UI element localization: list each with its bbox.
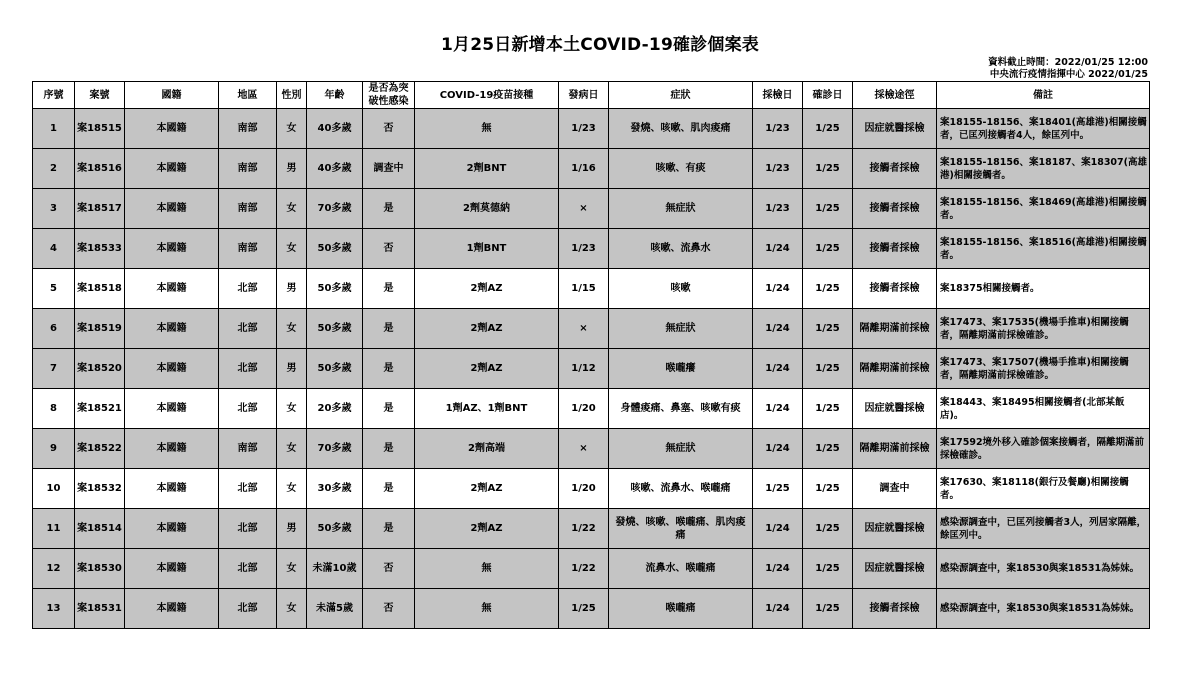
cell-case: 案18532 <box>75 469 125 509</box>
cell-symptoms: 發燒、咳嗽、喉嚨痛、肌肉痠痛 <box>609 509 753 549</box>
table-row <box>33 309 1150 349</box>
cell-nationality: 本國籍 <box>125 429 219 469</box>
cell-test-date: 1/24 <box>753 349 803 389</box>
cell-breakthrough: 是 <box>363 189 415 229</box>
cell-no: 4 <box>33 229 75 269</box>
cell-vaccine: 2劑BNT <box>415 149 559 189</box>
cell-symptoms: 咳嗽、流鼻水 <box>609 229 753 269</box>
cell-region: 北部 <box>219 349 277 389</box>
cases-body <box>33 109 1150 629</box>
cell-no: 5 <box>33 269 75 309</box>
cell-note: 感染源調查中，已匡列接觸者3人，列居家隔離，餘匡列中。 <box>937 509 1150 549</box>
col-header-confirm-date: 確診日 <box>803 82 853 109</box>
table-row <box>33 429 1150 469</box>
cell-confirm-date: 1/25 <box>803 549 853 589</box>
cell-vaccine: 無 <box>415 109 559 149</box>
cell-case: 案18514 <box>75 509 125 549</box>
cell-no: 12 <box>33 549 75 589</box>
cell-route: 因症就醫採檢 <box>853 549 937 589</box>
cell-region: 北部 <box>219 389 277 429</box>
cell-region: 南部 <box>219 229 277 269</box>
page-title: 1月25日新增本土COVID-19確診個案表 <box>441 35 759 55</box>
col-header-note: 備註 <box>937 82 1150 109</box>
cell-case: 案18517 <box>75 189 125 229</box>
cutoff-time: 資料截止時間：2022/01/25 12:00 <box>988 57 1148 68</box>
cell-age: 50多歲 <box>307 509 363 549</box>
cell-vaccine: 2劑高端 <box>415 429 559 469</box>
cell-sex: 女 <box>277 229 307 269</box>
cell-region: 北部 <box>219 589 277 629</box>
cell-note: 案17473、案17507(機場手推車)相關接觸者，隔離期滿前採檢確診。 <box>937 349 1150 389</box>
cell-nationality: 本國籍 <box>125 269 219 309</box>
cell-route: 因症就醫採檢 <box>853 509 937 549</box>
cell-confirm-date: 1/25 <box>803 469 853 509</box>
cell-test-date: 1/23 <box>753 109 803 149</box>
cell-breakthrough: 是 <box>363 509 415 549</box>
table-row <box>33 149 1150 189</box>
cell-test-date: 1/24 <box>753 429 803 469</box>
cell-symptoms: 喉嚨癢 <box>609 349 753 389</box>
cell-region: 南部 <box>219 109 277 149</box>
cell-nationality: 本國籍 <box>125 509 219 549</box>
cell-region: 北部 <box>219 509 277 549</box>
cell-breakthrough: 否 <box>363 549 415 589</box>
cell-nationality: 本國籍 <box>125 349 219 389</box>
cell-note: 感染源調查中，案18530與案18531為姊妹。 <box>937 589 1150 629</box>
cell-symptoms: 無症狀 <box>609 189 753 229</box>
cell-route: 接觸者採檢 <box>853 269 937 309</box>
col-header-onset: 發病日 <box>559 82 609 109</box>
cell-no: 3 <box>33 189 75 229</box>
cell-region: 北部 <box>219 269 277 309</box>
col-header-no: 序號 <box>33 82 75 109</box>
cell-test-date: 1/24 <box>753 589 803 629</box>
cell-no: 9 <box>33 429 75 469</box>
cell-nationality: 本國籍 <box>125 309 219 349</box>
cell-test-date: 1/23 <box>753 189 803 229</box>
cell-age: 50多歲 <box>307 309 363 349</box>
cell-case: 案18531 <box>75 589 125 629</box>
cell-no: 7 <box>33 349 75 389</box>
cell-note: 案18155-18156、案18401(高雄港)相關接觸者，已匡列接觸者4人，餘匡列中。 <box>937 109 1150 149</box>
cell-case: 案18516 <box>75 149 125 189</box>
cell-confirm-date: 1/25 <box>803 309 853 349</box>
cell-age: 30多歲 <box>307 469 363 509</box>
cell-nationality: 本國籍 <box>125 469 219 509</box>
cell-symptoms: 咳嗽、流鼻水、喉嚨痛 <box>609 469 753 509</box>
cell-confirm-date: 1/25 <box>803 269 853 309</box>
cell-age: 20多歲 <box>307 389 363 429</box>
cell-vaccine: 2劑AZ <box>415 509 559 549</box>
cell-breakthrough: 是 <box>363 469 415 509</box>
cell-route: 隔離期滿前採檢 <box>853 309 937 349</box>
cell-vaccine: 2劑AZ <box>415 269 559 309</box>
cell-note: 案18375相關接觸者。 <box>937 269 1150 309</box>
cell-symptoms: 咳嗽、有痰 <box>609 149 753 189</box>
cell-note: 案17473、案17535(機場手推車)相關接觸者，隔離期滿前採檢確診。 <box>937 309 1150 349</box>
cell-test-date: 1/24 <box>753 269 803 309</box>
cell-vaccine: 無 <box>415 589 559 629</box>
col-header-breakthrough: 是否為突破性感染 <box>363 82 415 109</box>
cell-confirm-date: 1/25 <box>803 189 853 229</box>
cell-onset: 1/20 <box>559 389 609 429</box>
cell-case: 案18522 <box>75 429 125 469</box>
table-row <box>33 269 1150 309</box>
cell-vaccine: 1劑AZ、1劑BNT <box>415 389 559 429</box>
cell-route: 因症就醫採檢 <box>853 389 937 429</box>
cell-route: 隔離期滿前採檢 <box>853 349 937 389</box>
cell-no: 11 <box>33 509 75 549</box>
cell-vaccine: 2劑莫德納 <box>415 189 559 229</box>
cell-breakthrough: 是 <box>363 269 415 309</box>
report-meta <box>988 57 1148 81</box>
cell-sex: 女 <box>277 589 307 629</box>
cell-onset: 1/15 <box>559 269 609 309</box>
cell-confirm-date: 1/25 <box>803 149 853 189</box>
cell-route: 調查中 <box>853 469 937 509</box>
col-header-age: 年齡 <box>307 82 363 109</box>
cell-onset: 1/23 <box>559 109 609 149</box>
table-row <box>33 349 1150 389</box>
cell-test-date: 1/24 <box>753 309 803 349</box>
cell-region: 北部 <box>219 309 277 349</box>
cell-sex: 女 <box>277 469 307 509</box>
cell-route: 接觸者採檢 <box>853 149 937 189</box>
cell-onset: 1/16 <box>559 149 609 189</box>
cell-note: 案18155-18156、案18187、案18307(高雄港)相關接觸者。 <box>937 149 1150 189</box>
cell-confirm-date: 1/25 <box>803 509 853 549</box>
cell-case: 案18530 <box>75 549 125 589</box>
cell-sex: 男 <box>277 269 307 309</box>
cell-symptoms: 喉嚨痛 <box>609 589 753 629</box>
cell-test-date: 1/25 <box>753 469 803 509</box>
cell-sex: 女 <box>277 109 307 149</box>
report-source: 中央流行疫情指揮中心 2022/01/25 <box>989 69 1148 80</box>
col-header-route: 採檢途徑 <box>853 82 937 109</box>
cell-sex: 男 <box>277 349 307 389</box>
cell-vaccine: 1劑BNT <box>415 229 559 269</box>
cell-route: 因症就醫採檢 <box>853 109 937 149</box>
cell-sex: 女 <box>277 429 307 469</box>
cell-nationality: 本國籍 <box>125 589 219 629</box>
table-row <box>33 389 1150 429</box>
cell-note: 案18443、案18495相關接觸者(北部某飯店)。 <box>937 389 1150 429</box>
cell-confirm-date: 1/25 <box>803 429 853 469</box>
cell-route: 接觸者採檢 <box>853 229 937 269</box>
table-row <box>33 589 1150 629</box>
cell-note: 案17592境外移入確診個案接觸者，隔離期滿前採檢確診。 <box>937 429 1150 469</box>
cell-region: 南部 <box>219 189 277 229</box>
cell-vaccine: 2劑AZ <box>415 309 559 349</box>
cell-nationality: 本國籍 <box>125 109 219 149</box>
cell-no: 1 <box>33 109 75 149</box>
cell-no: 8 <box>33 389 75 429</box>
cell-symptoms: 無症狀 <box>609 309 753 349</box>
cell-sex: 男 <box>277 149 307 189</box>
cell-age: 50多歲 <box>307 229 363 269</box>
table-row <box>33 109 1150 149</box>
cell-no: 2 <box>33 149 75 189</box>
cell-region: 北部 <box>219 549 277 589</box>
cell-no: 10 <box>33 469 75 509</box>
cell-onset: 1/22 <box>559 509 609 549</box>
cell-confirm-date: 1/25 <box>803 229 853 269</box>
cell-nationality: 本國籍 <box>125 389 219 429</box>
cell-age: 未滿10歲 <box>307 549 363 589</box>
cell-vaccine: 2劑AZ <box>415 349 559 389</box>
cell-breakthrough: 否 <box>363 109 415 149</box>
header-row <box>33 82 1150 109</box>
cell-case: 案18521 <box>75 389 125 429</box>
cell-breakthrough: 是 <box>363 429 415 469</box>
cell-breakthrough: 是 <box>363 349 415 389</box>
cell-age: 70多歲 <box>307 189 363 229</box>
cell-note: 案18155-18156、案18469(高雄港)相關接觸者。 <box>937 189 1150 229</box>
cell-case: 案18533 <box>75 229 125 269</box>
cell-note: 案18155-18156、案18516(高雄港)相關接觸者。 <box>937 229 1150 269</box>
cell-case: 案18518 <box>75 269 125 309</box>
cell-route: 接觸者採檢 <box>853 189 937 229</box>
table-row <box>33 189 1150 229</box>
cell-symptoms: 咳嗽 <box>609 269 753 309</box>
cell-nationality: 本國籍 <box>125 189 219 229</box>
cell-onset: 1/25 <box>559 589 609 629</box>
cell-breakthrough: 是 <box>363 389 415 429</box>
cell-note: 感染源調查中，案18530與案18531為姊妹。 <box>937 549 1150 589</box>
cell-onset: 1/23 <box>559 229 609 269</box>
cell-onset: × <box>559 189 609 229</box>
cell-age: 50多歲 <box>307 349 363 389</box>
cell-confirm-date: 1/25 <box>803 349 853 389</box>
cell-confirm-date: 1/25 <box>803 589 853 629</box>
cell-age: 40多歲 <box>307 149 363 189</box>
cell-route: 接觸者採檢 <box>853 589 937 629</box>
cases-table <box>32 81 1150 629</box>
cell-age: 未滿5歲 <box>307 589 363 629</box>
cell-nationality: 本國籍 <box>125 149 219 189</box>
cell-sex: 男 <box>277 509 307 549</box>
cell-test-date: 1/23 <box>753 149 803 189</box>
cell-breakthrough: 是 <box>363 309 415 349</box>
cell-symptoms: 發燒、咳嗽、肌肉痠痛 <box>609 109 753 149</box>
cell-onset: 1/12 <box>559 349 609 389</box>
cell-onset: × <box>559 309 609 349</box>
cell-case: 案18515 <box>75 109 125 149</box>
col-header-region: 地區 <box>219 82 277 109</box>
cell-no: 13 <box>33 589 75 629</box>
col-header-nationality: 國籍 <box>125 82 219 109</box>
table-row <box>33 549 1150 589</box>
cell-symptoms: 流鼻水、喉嚨痛 <box>609 549 753 589</box>
cell-breakthrough: 調查中 <box>363 149 415 189</box>
col-header-test-date: 採檢日 <box>753 82 803 109</box>
cell-region: 北部 <box>219 469 277 509</box>
cell-age: 70多歲 <box>307 429 363 469</box>
cell-vaccine: 無 <box>415 549 559 589</box>
cell-symptoms: 身體痠痛、鼻塞、咳嗽有痰 <box>609 389 753 429</box>
cell-breakthrough: 否 <box>363 229 415 269</box>
table-row <box>33 509 1150 549</box>
cell-case: 案18519 <box>75 309 125 349</box>
cell-confirm-date: 1/25 <box>803 109 853 149</box>
col-header-vaccine: COVID-19疫苗接種 <box>415 82 559 109</box>
cell-test-date: 1/24 <box>753 229 803 269</box>
cell-nationality: 本國籍 <box>125 229 219 269</box>
cell-symptoms: 無症狀 <box>609 429 753 469</box>
cell-onset: 1/20 <box>559 469 609 509</box>
cell-breakthrough: 否 <box>363 589 415 629</box>
cell-vaccine: 2劑AZ <box>415 469 559 509</box>
cell-confirm-date: 1/25 <box>803 389 853 429</box>
cell-region: 南部 <box>219 149 277 189</box>
cell-region: 南部 <box>219 429 277 469</box>
table-row <box>33 469 1150 509</box>
cell-test-date: 1/24 <box>753 549 803 589</box>
col-header-case: 案號 <box>75 82 125 109</box>
cell-test-date: 1/24 <box>753 509 803 549</box>
cell-age: 40多歲 <box>307 109 363 149</box>
cell-age: 50多歲 <box>307 269 363 309</box>
cell-onset: × <box>559 429 609 469</box>
col-header-sex: 性別 <box>277 82 307 109</box>
cell-note: 案17630、案18118(銀行及餐廳)相關接觸者。 <box>937 469 1150 509</box>
cell-no: 6 <box>33 309 75 349</box>
cell-onset: 1/22 <box>559 549 609 589</box>
cell-case: 案18520 <box>75 349 125 389</box>
cell-sex: 女 <box>277 309 307 349</box>
cell-route: 隔離期滿前採檢 <box>853 429 937 469</box>
table-row <box>33 229 1150 269</box>
cell-sex: 女 <box>277 189 307 229</box>
cell-nationality: 本國籍 <box>125 549 219 589</box>
col-header-symptoms: 症狀 <box>609 82 753 109</box>
cell-test-date: 1/24 <box>753 389 803 429</box>
cell-sex: 女 <box>277 549 307 589</box>
cell-sex: 女 <box>277 389 307 429</box>
